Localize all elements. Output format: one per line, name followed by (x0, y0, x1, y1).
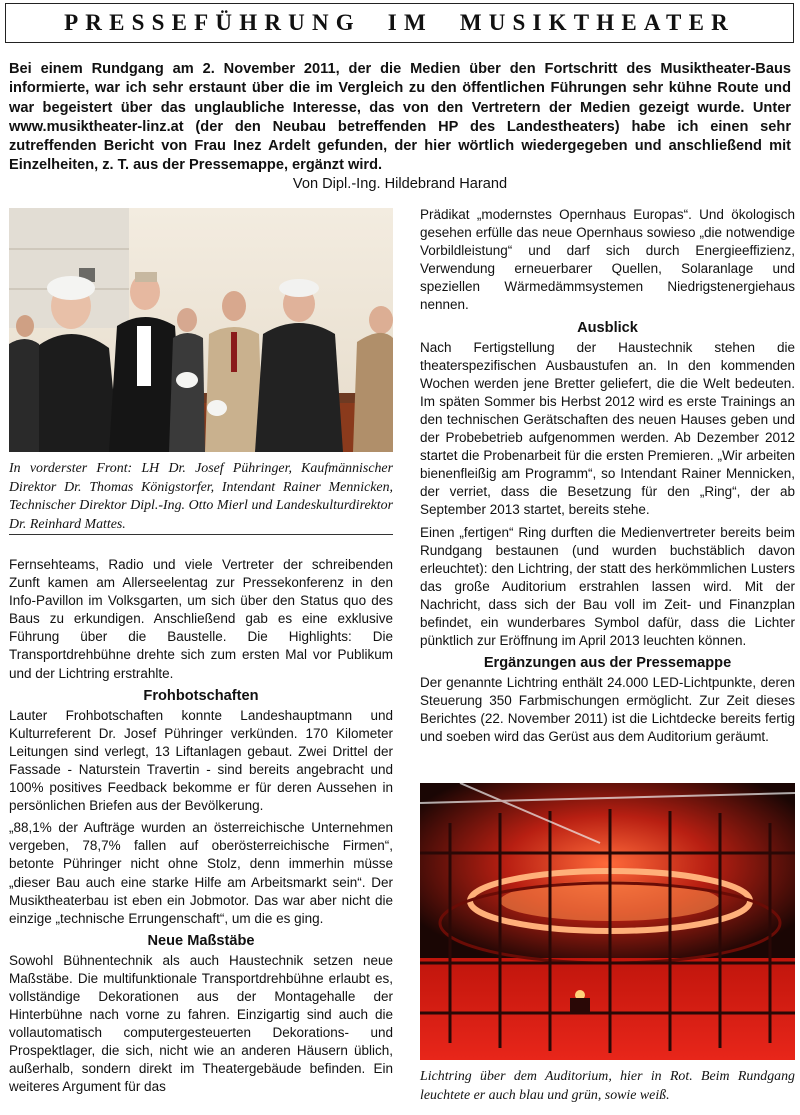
right-paragraph-4: Der genannte Lichtring enthält 24.000 LED-Lichtpunkte, deren Steuerung 350 Farbmischungen ermöglicht. Zur Zeit dieses Berichtes (22. November 2011) ist die Lichtdecke bereits fertig und soeben wird das Gerüst aus dem Auditorium geräumt. (420, 675, 795, 745)
right-paragraph-2: Nach Fertigstellung der Haustechnik stehen die theaterspezifischen Ausbaustufen an. In den kommenden Wochen werden jene Bretter geliefert, die die Welt bedeuten. Im späten Sommer bis Herbst 2012 wird es erste Trainings an den technischen Gerätschaften des neuen Hauses geben und der Probebetrieb aufgenommen werden. Ab Dezember 2012 startet die Probenarbeit für die ersten Premieren. „Wir arbeiten bienenfleißig am Programm“, so Intendant Rainer Mennicken, der verriet, dass die Besetzung für den „Ring“, der ab September 2013 startet, bereits stehe. (420, 339, 795, 518)
heading-neue-massstaebe: Neue Maßstäbe (147, 932, 255, 949)
heading-ergaenzungen: Ergänzungen aus der Pressemappe (483, 655, 732, 672)
light-ring-photo (420, 783, 795, 1060)
photo1-caption: In vorderster Front: LH Dr. Josef Pühringer, Kaufmännischer Direktor Dr. Thomas Königstorfer, Intendant Rainer Mennicken, Technischer Direktor Dipl.-Ing. Otto Mierl und Landeskulturdirektor Dr. Reinhard Mattes. (9, 461, 393, 532)
author-byline: Von Dipl.-Ing. Hildebrand Harand (292, 176, 508, 192)
heading-frohbotschaften: Frohbotschaften (143, 687, 259, 704)
photo2-caption: Lichtring über dem Auditorium, hier in Rot. Beim Rundgang leuchtete er auch blau und grün, sowie weiß. (420, 1069, 795, 1103)
heading-ausblick: Ausblick (577, 319, 638, 336)
title-box (5, 3, 794, 43)
left-paragraph-2: Lauter Frohbotschaften konnte Landeshauptmann und Kulturreferent Dr. Josef Pühringer verkünden. 170 Kilometer Leitungen sind verlegt, 13 Liftanlagen gebaut. Zwei Drittel der Fassade - Naturstein Travertin - sind bereits angebracht und 100% positives Feedback bekomme er für deren Aussehen in persönlichen Briefen aus der Bevölkerung. (9, 707, 393, 814)
left-paragraph-4: Sowohl Bühnentechnik als auch Haustechnik setzen neue Maßstäbe. Die multifunktionale Transportdrehbühne erlaubt es, vollständige Dekorationen aus der Montagehalle der Hinterbühne nach vorne zu fahren. Einzigartig sind auch die vollautomatisch computergesteuerten Dekorations- und Prospektlager, die sich, nicht wie an anderen Häusern üblich, außerhalb, sondern direkt im Theatergebäude befinden. Ein weiteres Argument für das (9, 952, 393, 1095)
intro-paragraph: Bei einem Rundgang am 2. November 2011, der die Medien über den Fortschritt des Musiktheater-Baus informierte, war ich sehr erstaunt über die im Vergleich zu den öffentlichen Führungen sehr kühne Route und war begeistert über das unglaubliche Interesse, das von den Vertretern der Medien gezeigt wurde. Unter www.musiktheater-linz.at (der den Neubau betreffenden HP des Landestheaters) habe ich einen sehr zutreffenden Bericht von Frau Inez Ardelt gefunden, der hier wörtlich wiedergegeben und anschließend mit Einzelheiten, z. T. aus der Pressemappe, ergänzt wird. (9, 61, 791, 174)
right-paragraph-1: Prädikat „modernstes Opernhaus Europas“. Und ökologisch gesehen erfülle das neue Opernhaus sowieso „die notwendige Vorbildleistung“ und darf sich durch Energieeffizienz, Verwendung erneuerbarer Quellen, Solaranlage und speziellen Wärmedämmsystemen Niedrigstenergiehaus nennen. (420, 207, 795, 313)
right-column (420, 206, 795, 751)
left-column (9, 556, 393, 1101)
right-paragraph-3: Einen „fertigen“ Ring durften die Medienvertreter bereits beim Rundgang bestaunen (und wurden buchstäblich davon erleuchtet): den Lichtring, der statt des herkömmlichen Lusters das große Auditorium erstrahlen lassen wird. Mit der Nachricht, dass sich der Bau voll im Zeit- und Finanzplan befindet, ein wunderbares Symbol dafür, dass die Lichter pünktlich zur Eröffnung im April 2013 leuchten können. (420, 524, 795, 649)
left-paragraph-3: „88,1% der Aufträge wurden an österreichische Unternehmen vergeben, 78,7% fallen auf oberösterreichische Firmen“, betonte Pühringer nicht ohne Stolz, denn immerhin müsse „dieser Bau auch eine starke Hilfe am Arbeitsmarkt sein“. Der Musiktheaterbau ist eben ein Jobmotor. Das war aber nicht die einzige „technische Errungenschaft“, um die es ging. (9, 820, 393, 926)
left-paragraph-1: Fernsehteams, Radio und viele Vertreter der schreibenden Zunft kamen am Allerseelentag zur Pressekonferenz in den Info-Pavillon im Volksgarten, um sich über den Status quo des Baus zu erkundigen. Anschließend gab es eine exklusive Führung über die Baustelle. Die Highlights: Die Transportdrehbühne drehte sich zum ersten Mal vor Publikum und der Lichtring erstrahlte. (9, 557, 393, 681)
page-title: PRESSEFÜHRUNG IM MUSIKTHEATER (64, 10, 735, 35)
caption-divider (9, 534, 393, 535)
press-group-photo (9, 208, 393, 452)
